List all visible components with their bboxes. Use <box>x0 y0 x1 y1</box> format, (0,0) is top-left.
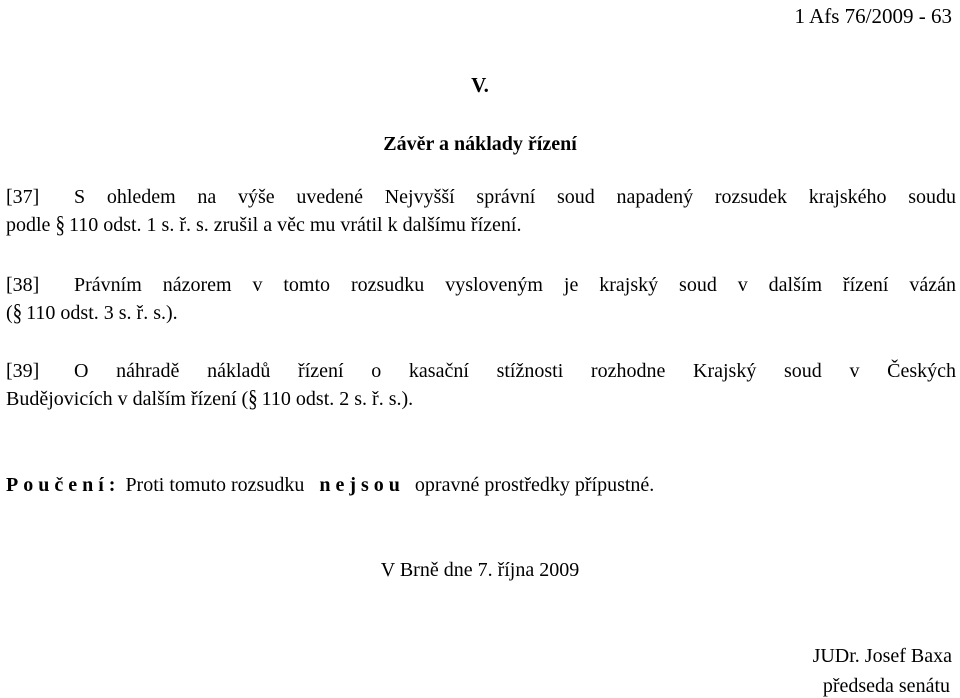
paragraph-text: O náhradě nákladů řízení o kasační stížnosti rozhodne Krajský soud v Českých <box>74 360 956 382</box>
paragraph-line <box>6 357 956 385</box>
case-reference: 1 Afs 76/2009 - 63 <box>794 4 952 28</box>
paragraph-39 <box>6 357 956 414</box>
paragraph-text: 110 odst. 2 s. ř. s.). <box>261 388 414 410</box>
paragraph-text: S ohledem na výše uvedené Nejvyšší správní soud napadený rozsudek krajského soudu <box>74 186 956 208</box>
instruction-emphasis: nejsou <box>319 474 405 496</box>
paragraph-text: 110 odst. 3 s. ř. s.). <box>26 302 178 324</box>
paragraph-line <box>6 271 956 299</box>
paragraph-text: podle <box>6 214 51 236</box>
paragraph-38 <box>6 271 956 328</box>
signature-name: JUDr. Josef Baxa <box>812 645 952 667</box>
paragraph-text: Právním názorem v tomto rozsudku vysloveným je krajský soud v dalším řízení vázán <box>74 274 956 296</box>
legal-instruction <box>6 475 654 495</box>
paragraph-37 <box>6 183 956 240</box>
section-sign: § <box>12 300 23 327</box>
paragraph-number: [37] <box>6 186 40 208</box>
signature-role: předseda senátu <box>822 675 950 697</box>
section-sign: § <box>55 212 65 239</box>
paragraph-line <box>6 385 956 414</box>
paragraph-text: ( <box>6 302 13 324</box>
instruction-text: opravné prostředky přípustné. <box>414 474 655 496</box>
paragraph-text: 110 odst. 1 s. ř. s. zrušil a věc mu vrátil k dalšímu řízení. <box>68 214 522 236</box>
date-line: V Brně dne 7. října 2009 <box>380 559 580 581</box>
instruction-label: Poučení: <box>6 474 121 496</box>
section-sign: § <box>248 386 258 413</box>
section-title: Závěr a náklady řízení <box>383 133 577 155</box>
paragraph-line <box>6 211 956 240</box>
paragraph-text: Budějovicích v dalším řízení ( <box>6 388 249 410</box>
section-number: V. <box>471 73 489 97</box>
paragraph-number: [39] <box>6 360 40 382</box>
paragraph-number: [38] <box>6 274 40 296</box>
paragraph-line <box>6 183 956 211</box>
paragraph-line <box>6 299 956 328</box>
instruction-text: Proti tomuto rozsudku <box>125 474 305 496</box>
